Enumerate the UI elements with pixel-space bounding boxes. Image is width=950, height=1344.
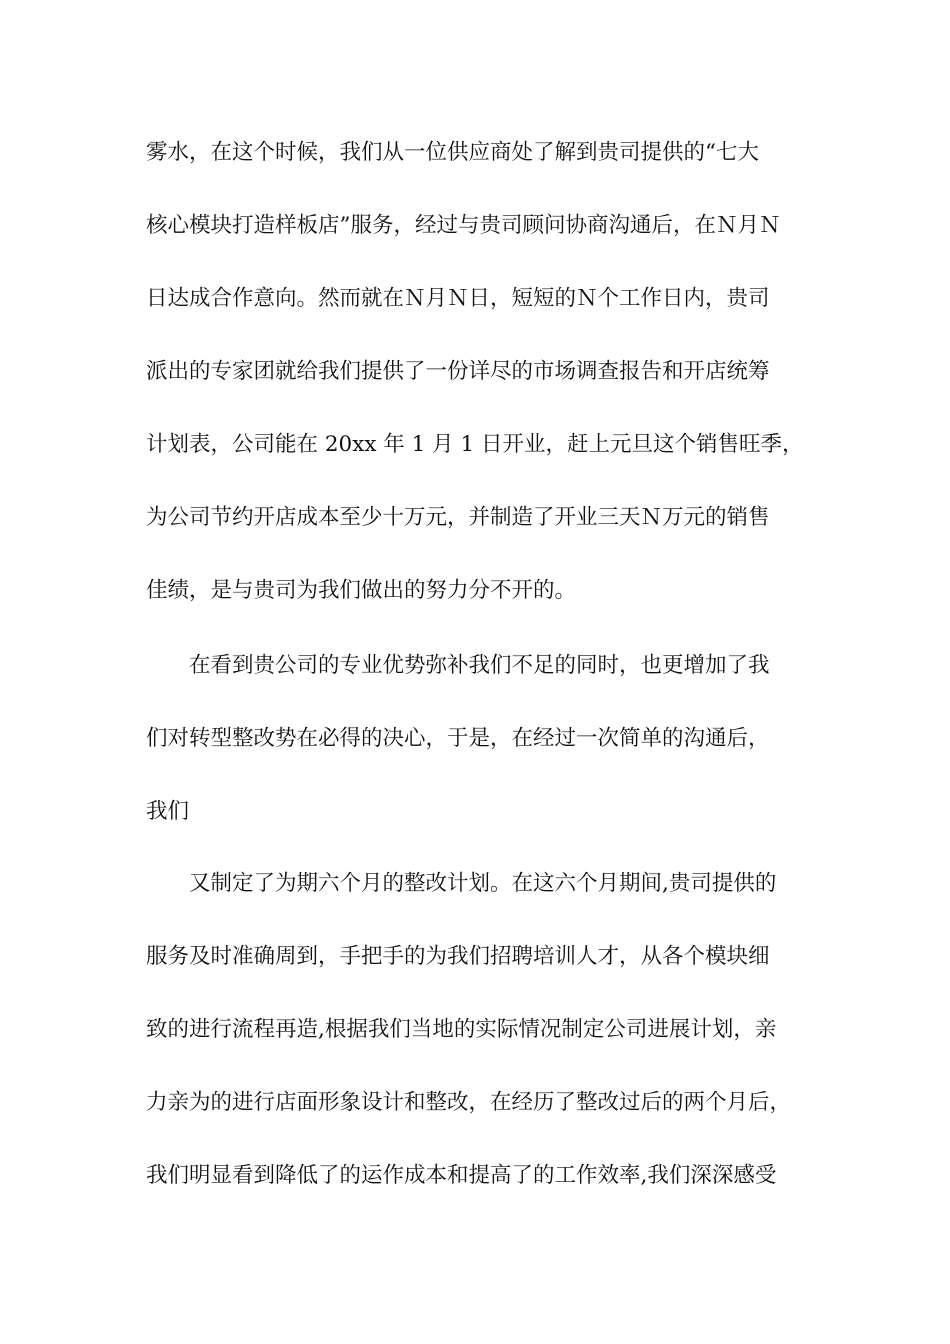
text-line: 服务及时准确周到，手把手的为我们招聘培训人才，从各个模块细 xyxy=(146,944,770,969)
paragraph-first-line: 在看到贵公司的专业优势弥补我们不足的同时，也更增加了我 xyxy=(189,653,770,678)
text-line: 核心模块打造样板店”服务，经过与贵司顾问协商沟通后，在Ｎ月Ｎ xyxy=(146,213,781,238)
text-line: 为公司节约开店成本至少十万元，并制造了开业三天Ｎ万元的销售 xyxy=(146,505,770,530)
text-line: 雾水，在这个时候，我们从一位供应商处了解到贵司提供的“七大 xyxy=(146,140,759,165)
text-line: 日达成合作意向。然而就在Ｎ月Ｎ日，短短的Ｎ个工作日内，贵司 xyxy=(146,286,770,311)
text-line: 派出的专家团就给我们提供了一份详尽的市场调查报告和开店统筹 xyxy=(146,359,770,384)
text-line: 计划表，公司能在 20xx 年 1 月 1 日开业，赶上元旦这个销售旺季， xyxy=(146,432,804,457)
paragraph-first-line: 又制定了为期六个月的整改计划。在这六个月期间,贵司提供的 xyxy=(189,871,777,896)
text-line: 力亲为的进行店面形象设计和整改，在经历了整改过后的两个月后， xyxy=(146,1090,792,1115)
text-line: 致的进行流程再造,根据我们当地的实际情况制定公司进展计划，亲 xyxy=(146,1017,777,1042)
text-line: 们对转型整改势在必得的决心，于是，在经过一次简单的沟通后， xyxy=(146,726,770,751)
text-line: 佳绩，是与贵司为我们做出的努力分不开的。 xyxy=(146,578,577,603)
text-line: 我们 xyxy=(146,799,190,824)
text-line: 我们明显看到降低了的运作成本和提高了的工作效率,我们深深感受 xyxy=(146,1163,777,1188)
